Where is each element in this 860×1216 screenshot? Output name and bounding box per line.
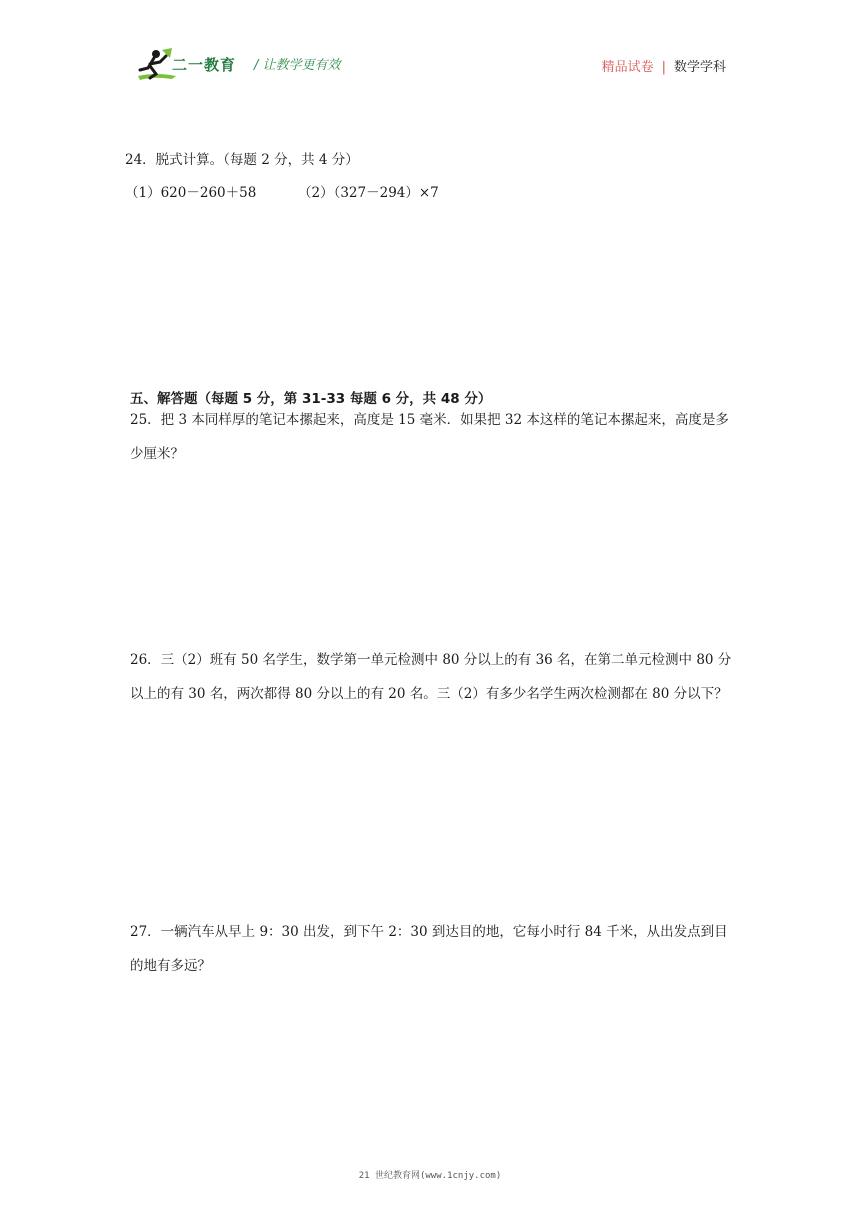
tag-subject: 数学学科 [673,60,726,75]
slogan: / 让教学更有效 [254,58,341,73]
page-footer: 21 世纪教育网(www.1cnjy.com) [358,1171,502,1181]
logo-text: 二一教育 [172,56,237,74]
page-header [0,0,860,90]
q24-item-2: （2）（327－294）×7 [298,185,439,201]
section-5-heading: 五、解答题（每题 5 分，第 31-33 每题 6 分，共 48 分） [130,391,492,407]
q25-text: 25．把 3 本同样厚的笔记本摞起来，高度是 15 毫米．如果把 32 本这样的笔记本摞起来，高度是多少厘米？ [130,412,729,462]
q26-text: 26．三（2）班有 50 名学生，数学第一单元检测中 80 分以上的有 36 名，在第二单元检测中 80 分以上的有 30 名，两次都得 80 分以上的有 20 名。三（2）有多少名学生两次检测都在 80 分以下？ [130,652,732,702]
q24-item-1: （1）620－260＋58 [125,185,257,201]
header-tags [602,56,726,75]
q27-text: 27．一辆汽车从早上 9：30 出发，到下午 2：30 到达目的地，它每小时行 84 千米，从出发点到目的地有多远？ [130,924,728,974]
q24-title: 24．脱式计算。（每题 2 分，共 4 分） [125,152,359,168]
tag-quality-paper: 精品试卷 [601,60,654,75]
tag-separator: | [661,60,666,75]
